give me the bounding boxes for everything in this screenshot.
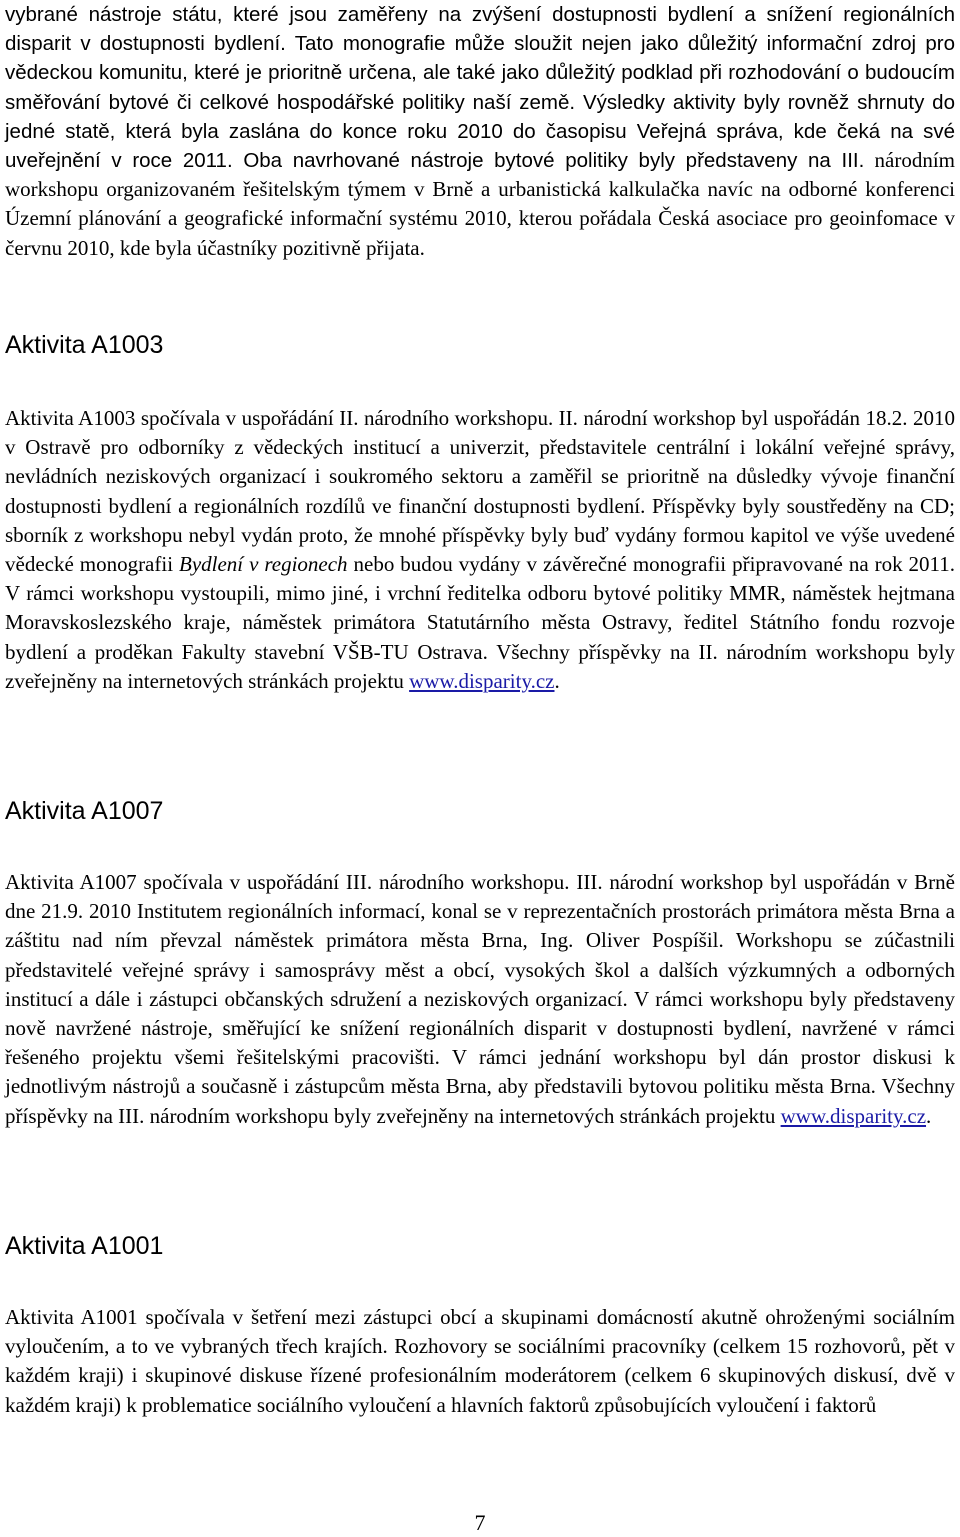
a1007-end: . <box>926 1103 932 1128</box>
paragraph-a1001 <box>5 1303 955 1420</box>
paragraph-a1007 <box>5 868 955 1131</box>
a1003-text-2: nebo budou vydány v závěrečné monografii připravované na rok 2011. V rámci workshopu vystoupili, mimo jiné, i vrchní ředitelka odboru bytové politiky MMR, náměstek hejtmana Moravskoslezského kraje, náměstek primátora Statutárního města Ostravy, ředitel Státního fondu rozvoje bydlení a proděkan Fakulty stavební VŠB-TU Ostrava. Všechny příspěvky na II. národním workshopu byly zveřejněny na internetových stránkách projektu <box>5 552 955 693</box>
heading-a1001: Aktivita A1001 <box>5 1232 164 1260</box>
page-number: 7 <box>474 1510 486 1535</box>
intro-paragraph <box>5 0 955 263</box>
paragraph-a1003 <box>5 404 955 696</box>
a1003-text-1: Aktivita A1003 spočívala v uspořádání II. národního workshopu. II. národní workshop byl uspořádán 18.2. 2010 v Ostravě pro odborníky z vědeckých institucí a univerzit, představitele centrální i lokální veřejné správy, nevládních neziskových organizací i soukromého sektoru a zaměřil se prioritně na důsledky vývoje finanční dostupnosti bydlení a regionálních rozdílů ve finanční dostupnosti bydlení. Příspěvky byly soustředěny na CD; sborník z workshopu nebyl vydán proto, že mnohé příspěvky byly buď vydány formou kapitol ve výše uvedené vědecké monografii <box>5 406 955 577</box>
a1003-italic-title: Bydlení v regionech <box>179 552 348 577</box>
heading-a1003: Aktivita A1003 <box>5 331 164 359</box>
disparity-link-a1007[interactable]: www.disparity.cz <box>780 1103 927 1128</box>
intro-text-part2: národním workshopu organizovaném řešitelským týmem v Brně a urbanistická kalkulačka navíc na odborné konferenci Územní plánování a geografické informační systému 2010, kterou pořádala Česká asociace pro geoinfomace v červnu 2010, kde byla účastníky pozitivně přijata. <box>5 148 955 260</box>
disparity-link-a1003[interactable]: www.disparity.cz <box>409 668 555 693</box>
heading-a1007: Aktivita A1007 <box>5 797 164 825</box>
a1001-text: Aktivita A1001 spočívala v šetření mezi zástupci obcí a skupinami domácností akutně ohroženými sociálním vyloučením, a to ve vybraných třech krajích. Rozhovory se sociálními pracovníky (celkem 15 rozhovorů, pět v každém kraji) i skupinové diskuse řízené profesionálním moderátorem (celkem 6 skupinových diskusí, dvě v každém kraji) k problematice sociálního vyloučení a hlavních faktorů způsobujících vyloučení i faktorů <box>5 1305 955 1417</box>
intro-text-part1: vybrané nástroje státu, které jsou zaměřeny na zvýšení dostupnosti bydlení a snížení regionálních disparit v dostupnosti bydlení. Tato monografie může sloužit nejen jako důležitý informační zdroj pro vědeckou komunitu, které je prioritně určena, ale také jako důležitý podklad při rozhodování o budoucím směřování bytové či celkové hospodářské politiky naší země. Výsledky aktivity byly rovněž shrnuty do jedné statě, která byla zaslána do konce roku 2010 do časopisu Veřejná správa, kde čeká na své uveřejnění v roce 2011. Oba navrhované nástroje bytové politiky byly představeny na III. <box>5 3 955 173</box>
a1007-text: Aktivita A1007 spočívala v uspořádání III. národního workshopu. III. národní workshop byl uspořádán v Brně dne 21.9. 2010 Institutem regionálních informací, konal se v reprezentačních prostorách primátora města Brna a záštitu nad ním převzal náměstek primátora města Brna, Ing. Oliver Pospíšil. Workshopu se zúčastnili představitelé veřejné správy i samosprávy měst a obcí, vysokých škol a dalších výzkumných a odborných institucí a dále i zástupci občanských sdružení a neziskových organizací. V rámci workshopu byly představeny nově navržené nástroje, směřující ke snížení regionálních disparit v dostupnosti bydlení, navržené v rámci řešeného projektu všemi řešitelskými pracovišti. V rámci jednání workshopu byl dán prostor diskusi k jednotlivým nástrojů a současně i zástupcům města Brna, aby představili bytovou politiku města Brna. Všechny příspěvky na III. národním workshopu byly zveřejněny na internetových stránkách projektu <box>5 870 955 1128</box>
a1003-end: . <box>554 668 560 693</box>
